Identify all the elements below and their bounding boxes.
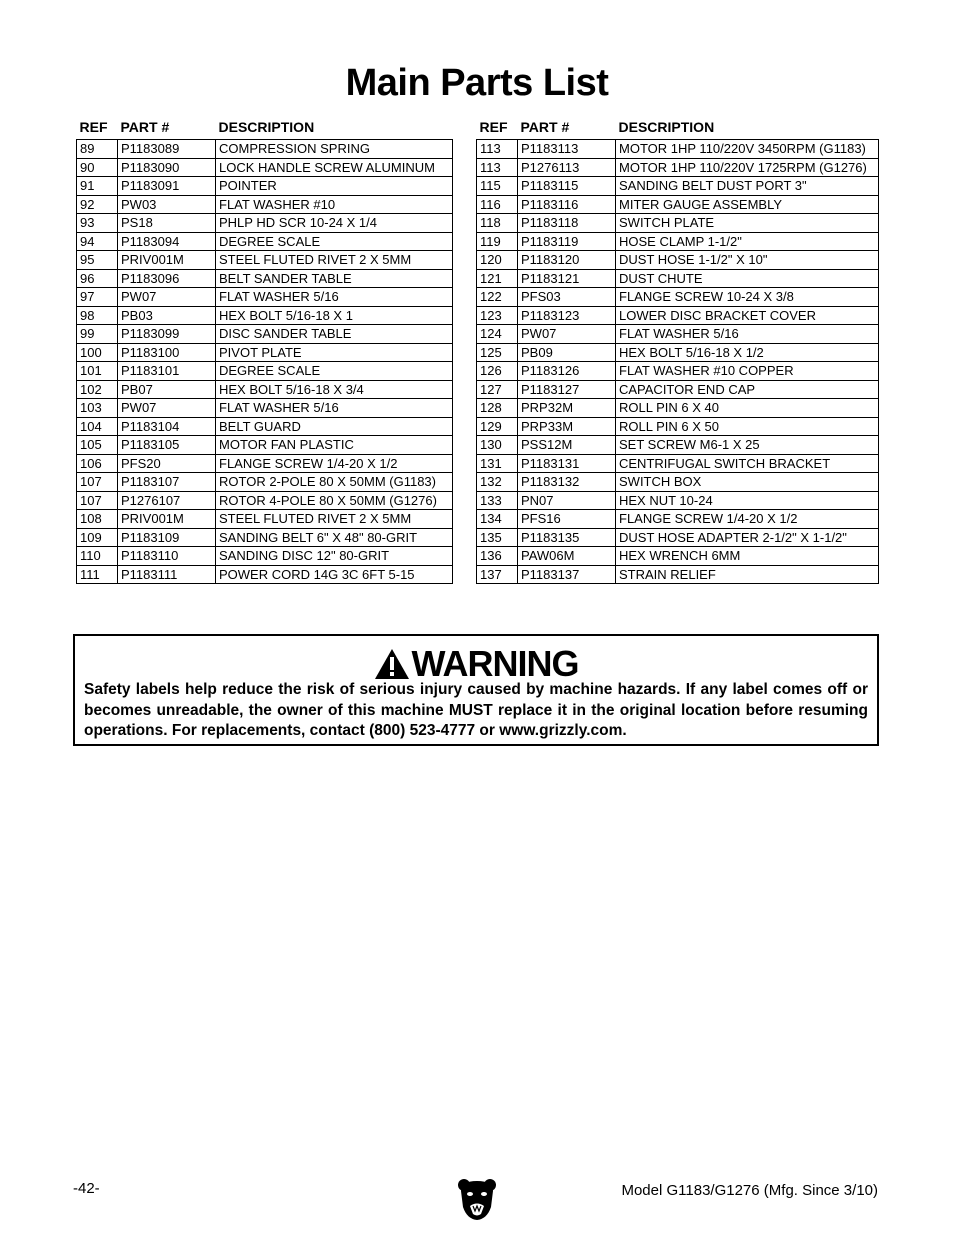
part-number-cell: P1183132: [518, 473, 616, 492]
description-cell: BELT GUARD: [216, 417, 453, 436]
description-cell: POINTER: [216, 177, 453, 196]
ref-cell: 111: [77, 565, 118, 584]
ref-cell: 120: [477, 251, 518, 270]
description-cell: FLANGE SCREW 10-24 X 3/8: [616, 288, 879, 307]
part-number-cell: PFS03: [518, 288, 616, 307]
description-cell: PHLP HD SCR 10-24 X 1/4: [216, 214, 453, 233]
table-row: [477, 306, 879, 325]
part-number-cell: P1183110: [118, 547, 216, 566]
ref-cell: 103: [77, 399, 118, 418]
part-number-cell: PW03: [118, 195, 216, 214]
description-cell: SWITCH BOX: [616, 473, 879, 492]
part-number-cell: P1276107: [118, 491, 216, 510]
table-row: [477, 528, 879, 547]
table-row: [77, 177, 453, 196]
ref-cell: 134: [477, 510, 518, 529]
part-number-cell: PRP33M: [518, 417, 616, 436]
table-row: [77, 214, 453, 233]
description-cell: SWITCH PLATE: [616, 214, 879, 233]
ref-cell: 97: [77, 288, 118, 307]
part-number-cell: P1183096: [118, 269, 216, 288]
page-title: Main Parts List: [345, 62, 609, 104]
part-number-cell: P1183105: [118, 436, 216, 455]
table-row: [477, 380, 879, 399]
ref-cell: 101: [77, 362, 118, 381]
table-row: [477, 140, 879, 159]
ref-cell: 96: [77, 269, 118, 288]
header-description: DESCRIPTION: [618, 119, 715, 135]
ref-cell: 130: [477, 436, 518, 455]
table-row: [77, 473, 453, 492]
description-cell: MOTOR FAN PLASTIC: [216, 436, 453, 455]
ref-cell: 90: [77, 158, 118, 177]
description-cell: DEGREE SCALE: [216, 232, 453, 251]
description-cell: DUST CHUTE: [616, 269, 879, 288]
ref-cell: 102: [77, 380, 118, 399]
description-cell: DUST HOSE ADAPTER 2-1/2" X 1-1/2": [616, 528, 879, 547]
description-cell: DISC SANDER TABLE: [216, 325, 453, 344]
table-row: [77, 140, 453, 159]
warning-triangle-icon: [374, 648, 410, 680]
ref-cell: 105: [77, 436, 118, 455]
table-row: [77, 232, 453, 251]
warning-box: [73, 634, 879, 746]
ref-cell: 136: [477, 547, 518, 566]
ref-cell: 131: [477, 454, 518, 473]
ref-cell: 137: [477, 565, 518, 584]
ref-cell: 108: [77, 510, 118, 529]
table-row: [477, 399, 879, 418]
table-row: [77, 436, 453, 455]
ref-cell: 125: [477, 343, 518, 362]
table-row: [77, 251, 453, 270]
table-row: [477, 251, 879, 270]
part-number-cell: P1183118: [518, 214, 616, 233]
table-row: [77, 158, 453, 177]
table-row: [477, 158, 879, 177]
description-cell: LOCK HANDLE SCREW ALUMINUM: [216, 158, 453, 177]
part-number-cell: P1276113: [518, 158, 616, 177]
ref-cell: 89: [77, 140, 118, 159]
table-row: [77, 454, 453, 473]
description-cell: HEX BOLT 5/16-18 X 3/4: [216, 380, 453, 399]
part-number-cell: P1183090: [118, 158, 216, 177]
description-cell: MOTOR 1HP 110/220V 3450RPM (G1183): [616, 140, 879, 159]
table-row: [477, 195, 879, 214]
table-row: [77, 399, 453, 418]
table-header-row: [477, 115, 879, 140]
model-info: Model G1183/G1276 (Mfg. Since 3/10): [621, 1182, 878, 1199]
part-number-cell: P1183104: [118, 417, 216, 436]
description-cell: FLAT WASHER 5/16: [616, 325, 879, 344]
description-cell: ROLL PIN 6 X 40: [616, 399, 879, 418]
ref-cell: 95: [77, 251, 118, 270]
ref-cell: 127: [477, 380, 518, 399]
ref-cell: 92: [77, 195, 118, 214]
description-cell: HEX WRENCH 6MM: [616, 547, 879, 566]
table-row: [77, 343, 453, 362]
table-row: [77, 325, 453, 344]
header-description: DESCRIPTION: [218, 119, 315, 135]
part-number-cell: PS18: [118, 214, 216, 233]
description-cell: STRAIN RELIEF: [616, 565, 879, 584]
description-cell: STEEL FLUTED RIVET 2 X 5MM: [216, 510, 453, 529]
table-row: [477, 269, 879, 288]
table-row: [77, 269, 453, 288]
table-row: [77, 565, 453, 584]
description-cell: ROLL PIN 6 X 50: [616, 417, 879, 436]
part-number-cell: PN07: [518, 491, 616, 510]
ref-cell: 132: [477, 473, 518, 492]
description-cell: HEX BOLT 5/16-18 X 1: [216, 306, 453, 325]
part-number-cell: P1183135: [518, 528, 616, 547]
table-row: [477, 565, 879, 584]
warning-text: Safety labels help reduce the risk of serious injury caused by machine hazards. If any label comes off or becomes unreadable, the owner of this machine MUST replace it in the original location before resuming operations. For replacements, contact (800) 523-4777 or www.grizzly.com.: [84, 681, 868, 739]
table-row: [477, 177, 879, 196]
part-number-cell: P1183099: [118, 325, 216, 344]
description-cell: SANDING BELT DUST PORT 3": [616, 177, 879, 196]
part-number-cell: P1183115: [518, 177, 616, 196]
description-cell: FLAT WASHER 5/16: [216, 288, 453, 307]
description-cell: SANDING DISC 12" 80-GRIT: [216, 547, 453, 566]
description-cell: HEX NUT 10-24: [616, 491, 879, 510]
table-row: [477, 454, 879, 473]
ref-cell: 124: [477, 325, 518, 344]
table-row: [477, 436, 879, 455]
table-row: [477, 232, 879, 251]
description-cell: SANDING BELT 6" X 48" 80-GRIT: [216, 528, 453, 547]
table-row: [77, 306, 453, 325]
table-header-row: [77, 115, 453, 140]
part-number-cell: PAW06M: [518, 547, 616, 566]
ref-cell: 98: [77, 306, 118, 325]
table-row: [77, 195, 453, 214]
part-number-cell: PRIV001M: [118, 251, 216, 270]
table-row: [77, 288, 453, 307]
part-number-cell: PRP32M: [518, 399, 616, 418]
part-number-cell: P1183111: [118, 565, 216, 584]
part-number-cell: PB07: [118, 380, 216, 399]
table-row: [477, 547, 879, 566]
description-cell: HEX BOLT 5/16-18 X 1/2: [616, 343, 879, 362]
parts-table-right: [476, 115, 879, 584]
table-row: [477, 473, 879, 492]
part-number-cell: P1183116: [518, 195, 616, 214]
part-number-cell: P1183121: [518, 269, 616, 288]
page-number: -42-: [73, 1180, 100, 1197]
ref-cell: 100: [77, 343, 118, 362]
description-cell: BELT SANDER TABLE: [216, 269, 453, 288]
ref-cell: 126: [477, 362, 518, 381]
table-row: [477, 325, 879, 344]
description-cell: ROTOR 2-POLE 80 X 50MM (G1183): [216, 473, 453, 492]
ref-cell: 106: [77, 454, 118, 473]
table-row: [77, 380, 453, 399]
table-row: [477, 417, 879, 436]
table-row: [477, 288, 879, 307]
ref-cell: 135: [477, 528, 518, 547]
part-number-cell: PW07: [118, 399, 216, 418]
table-row: [477, 214, 879, 233]
table-row: [77, 362, 453, 381]
header-part: PART #: [520, 119, 570, 135]
ref-cell: 110: [77, 547, 118, 566]
part-number-cell: PB03: [118, 306, 216, 325]
description-cell: CENTRIFUGAL SWITCH BRACKET: [616, 454, 879, 473]
description-cell: HOSE CLAMP 1-1/2": [616, 232, 879, 251]
description-cell: FLAT WASHER #10 COPPER: [616, 362, 879, 381]
ref-cell: 129: [477, 417, 518, 436]
table-row: [77, 528, 453, 547]
part-number-cell: P1183091: [118, 177, 216, 196]
ref-cell: 118: [477, 214, 518, 233]
part-number-cell: P1183094: [118, 232, 216, 251]
warning-heading: [75, 644, 877, 684]
description-cell: STEEL FLUTED RIVET 2 X 5MM: [216, 251, 453, 270]
parts-table-left: [76, 115, 453, 584]
part-number-cell: P1183120: [518, 251, 616, 270]
ref-cell: 123: [477, 306, 518, 325]
ref-cell: 113: [477, 158, 518, 177]
ref-cell: 122: [477, 288, 518, 307]
ref-cell: 104: [77, 417, 118, 436]
part-number-cell: PW07: [518, 325, 616, 344]
ref-cell: 121: [477, 269, 518, 288]
table-row: [477, 343, 879, 362]
ref-cell: 109: [77, 528, 118, 547]
header-part: PART #: [120, 119, 170, 135]
bear-head-icon: [457, 1177, 497, 1221]
ref-cell: 99: [77, 325, 118, 344]
description-cell: MITER GAUGE ASSEMBLY: [616, 195, 879, 214]
warning-word: WARNING: [411, 643, 579, 684]
ref-cell: 115: [477, 177, 518, 196]
part-number-cell: PB09: [518, 343, 616, 362]
description-cell: FLAT WASHER #10: [216, 195, 453, 214]
header-ref: REF: [479, 119, 508, 135]
table-row: [477, 491, 879, 510]
part-number-cell: P1183137: [518, 565, 616, 584]
ref-cell: 91: [77, 177, 118, 196]
part-number-cell: P1183109: [118, 528, 216, 547]
description-cell: ROTOR 4-POLE 80 X 50MM (G1276): [216, 491, 453, 510]
table-row: [77, 417, 453, 436]
description-cell: PIVOT PLATE: [216, 343, 453, 362]
description-cell: FLANGE SCREW 1/4-20 X 1/2: [216, 454, 453, 473]
part-number-cell: P1183107: [118, 473, 216, 492]
description-cell: FLANGE SCREW 1/4-20 X 1/2: [616, 510, 879, 529]
ref-cell: 119: [477, 232, 518, 251]
part-number-cell: P1183089: [118, 140, 216, 159]
part-number-cell: P1183126: [518, 362, 616, 381]
part-number-cell: P1183127: [518, 380, 616, 399]
table-row: [77, 547, 453, 566]
ref-cell: 116: [477, 195, 518, 214]
ref-cell: 133: [477, 491, 518, 510]
table-row: [477, 362, 879, 381]
description-cell: POWER CORD 14G 3C 6FT 5-15: [216, 565, 453, 584]
ref-cell: 107: [77, 491, 118, 510]
ref-cell: 93: [77, 214, 118, 233]
description-cell: COMPRESSION SPRING: [216, 140, 453, 159]
part-number-cell: PW07: [118, 288, 216, 307]
ref-cell: 128: [477, 399, 518, 418]
part-number-cell: P1183123: [518, 306, 616, 325]
part-number-cell: PFS20: [118, 454, 216, 473]
part-number-cell: P1183131: [518, 454, 616, 473]
description-cell: DEGREE SCALE: [216, 362, 453, 381]
part-number-cell: PSS12M: [518, 436, 616, 455]
table-row: [477, 510, 879, 529]
description-cell: SET SCREW M6-1 X 25: [616, 436, 879, 455]
description-cell: MOTOR 1HP 110/220V 1725RPM (G1276): [616, 158, 879, 177]
part-number-cell: P1183113: [518, 140, 616, 159]
part-number-cell: P1183101: [118, 362, 216, 381]
description-cell: LOWER DISC BRACKET COVER: [616, 306, 879, 325]
part-number-cell: PRIV001M: [118, 510, 216, 529]
part-number-cell: P1183100: [118, 343, 216, 362]
ref-cell: 94: [77, 232, 118, 251]
description-cell: FLAT WASHER 5/16: [216, 399, 453, 418]
part-number-cell: PFS16: [518, 510, 616, 529]
table-row: [77, 510, 453, 529]
table-row: [77, 491, 453, 510]
description-cell: DUST HOSE 1-1/2" X 10": [616, 251, 879, 270]
part-number-cell: P1183119: [518, 232, 616, 251]
description-cell: CAPACITOR END CAP: [616, 380, 879, 399]
header-ref: REF: [79, 119, 108, 135]
ref-cell: 107: [77, 473, 118, 492]
ref-cell: 113: [477, 140, 518, 159]
